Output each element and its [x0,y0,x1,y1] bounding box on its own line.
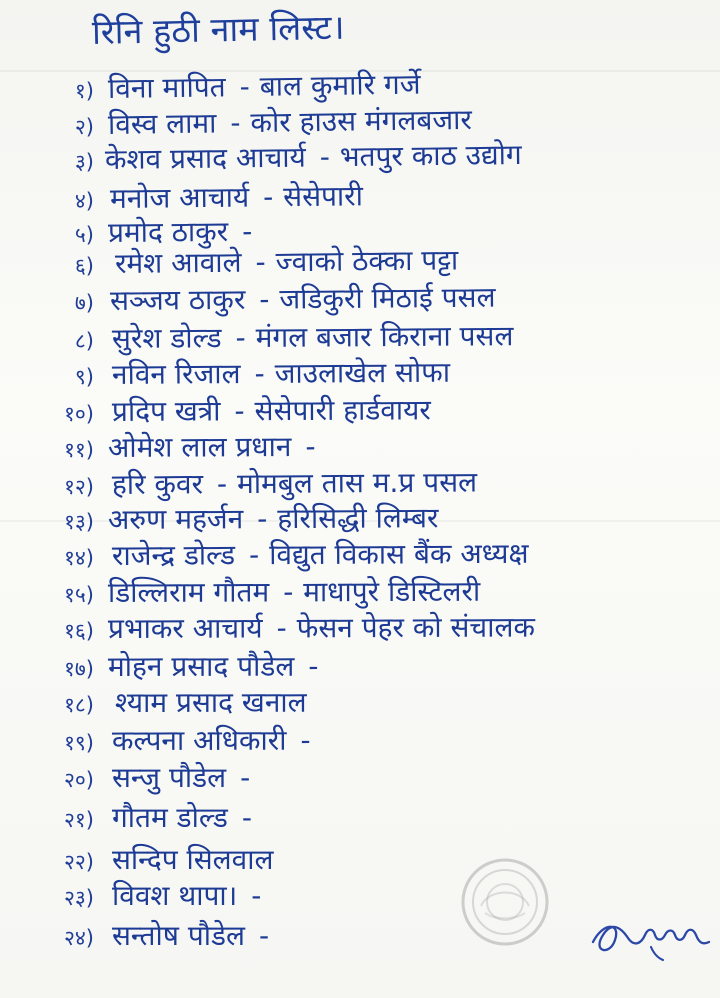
name-separator: - [319,140,331,174]
signature-icon [585,904,715,964]
list-item-text [104,137,522,176]
list-item-number: १४) [63,546,94,570]
person-name: सन्दिप सिलवाल [112,843,274,876]
person-name: श्याम प्रसाद खनाल [114,685,307,719]
name-separator: - [251,879,262,912]
person-name: राजेन्द्र डोल्ड [111,538,236,572]
list-item-text [112,467,477,500]
person-role: भतपुर काठ उद्योग [339,137,522,174]
person-name: प्रदिप खत्री [111,394,221,428]
name-separator: - [249,538,260,572]
name-separator: - [305,429,316,463]
round-seal-icon [455,852,555,952]
person-role: मंगल बजार किराना पसल [255,319,514,354]
list-item-text [111,536,529,572]
list-item [0,685,720,726]
person-name: रमेश आवाले [114,245,242,280]
list-item [0,280,720,324]
list-item-number: २४) [63,926,94,950]
list-item [0,610,720,652]
list-item [0,393,720,435]
list-item [0,763,720,801]
person-name: गौतम डोल्ड [112,801,228,834]
list-item-text [112,763,260,794]
person-name: अरुण महर्जन [107,502,244,536]
person-name: मनोज आचार्य [109,180,250,215]
person-name: मोहन प्रसाद पौडेल [107,649,295,683]
list-item [0,649,720,690]
person-role: जाउलाखेल सोफा [274,355,451,390]
name-separator: - [234,394,245,428]
person-role: फेसन पेहर को संचालक [296,610,535,645]
list-item-text [111,355,451,391]
list-item-text [112,803,262,834]
list-item-text [107,649,328,683]
list-item-text [111,723,321,757]
list-item-text [112,881,271,912]
list-item [0,845,720,883]
name-separator: - [242,214,253,248]
person-role: माधापुरे डिस्टिलरी [303,574,481,609]
person-role: हरिसिद्धी लिम्बर [277,501,439,536]
list-item-number: ३) [74,150,94,174]
list-item-number: ११) [63,438,94,462]
list-item-number: १९) [63,731,94,755]
list-item [0,803,720,841]
person-name: सन्तोष पौडेल [112,919,245,952]
list-item-text [112,921,279,952]
list-item-text [112,321,514,355]
list-item [0,137,720,183]
list-item-text [114,685,307,719]
person-name: ओमेश लाल प्रधान [107,430,292,464]
list-item [0,723,720,764]
person-name: सन्जु पौडेल [112,761,227,794]
list-item-number: ५) [74,223,94,247]
list-item [0,536,720,579]
person-role: सेसेपारी [283,179,364,214]
name-separator: - [308,649,319,683]
list-item-text [110,181,363,214]
list-item-text [112,845,273,876]
list-item-text [107,102,473,141]
name-separator: - [235,321,246,355]
person-name: डिल्लिराम गौतम [107,575,270,609]
list-item [0,355,720,398]
person-name: विस्व लामा [107,106,217,141]
list-item-text [108,503,439,536]
list-item-number: १५) [63,583,94,607]
name-separator: - [239,70,250,104]
person-name: कल्पना अधिकारी [111,723,287,757]
name-separator: - [262,180,274,214]
list-item-number: १६) [63,619,94,643]
name-separator: - [276,611,287,645]
list-item-text [115,245,459,279]
list-item-text [107,610,535,645]
name-separator: - [241,801,252,834]
name-separator: - [255,245,266,279]
name-separator: - [259,282,270,316]
list-item-number: ९) [74,365,94,389]
person-name: प्रमोद ठाकुर [107,214,229,249]
list-item-text [107,214,263,249]
list-item-number: १७) [63,657,94,681]
document-title: रिनि हुठी नाम लिस्ट। [91,7,345,53]
name-separator: - [230,106,241,140]
list-item-number: २३) [63,886,94,910]
name-separator: - [240,761,251,794]
name-separator: - [258,919,270,952]
person-name: हरि कुवर [111,467,204,501]
name-separator: - [254,356,265,391]
list-item-number: २०) [63,768,94,792]
person-name: विना मापित [107,70,226,105]
list-item-number: ७) [74,291,94,315]
list-item-number: १) [74,79,94,103]
list-item-number: २१) [63,808,94,832]
list-item-number: २) [74,115,94,139]
list-item-number: १३) [63,510,94,534]
list-item-number: २२) [63,850,94,874]
person-role: मोमबुल तास म.प्र पसल [236,465,478,501]
person-name: प्रभाकर आचार्य [107,611,263,645]
list-item-number: ८) [74,329,94,353]
list-item-text [107,67,421,105]
name-separator: - [216,467,228,501]
person-name: केशव प्रसाद आचार्य [104,140,306,176]
person-name: सञ्जय ठाकुर [109,282,246,317]
list-item-text [109,280,496,317]
person-role: ज्वाको ठेक्का पट्टा [275,243,459,279]
list-item-number: १८) [63,693,94,717]
name-separator: - [300,723,311,757]
person-name: विवश थापा। [112,879,238,912]
list-item-number: ४) [74,189,94,213]
name-separator: - [283,575,294,609]
person-role: कोर हाउस मंगलबजार [250,102,473,140]
list-item-number: १२) [63,475,94,499]
list-item-text [112,395,431,427]
person-name: सुरेश डोल्ड [111,321,222,355]
list-item-number: ६) [74,254,94,278]
person-name: नविन रिजाल [111,357,241,391]
list-item-text [107,429,326,464]
person-role: सेसेपारी हार्डवायर [254,393,431,428]
person-role: जडिकुरी मिठाई पसल [279,280,496,316]
person-role: बाल कुमारि गर्जे [259,67,421,103]
list-item-number: १०) [63,402,94,426]
name-separator: - [257,502,268,536]
person-role: विद्युत विकास बैंक अध्यक्ष [269,536,529,572]
list-item-text [107,574,481,609]
